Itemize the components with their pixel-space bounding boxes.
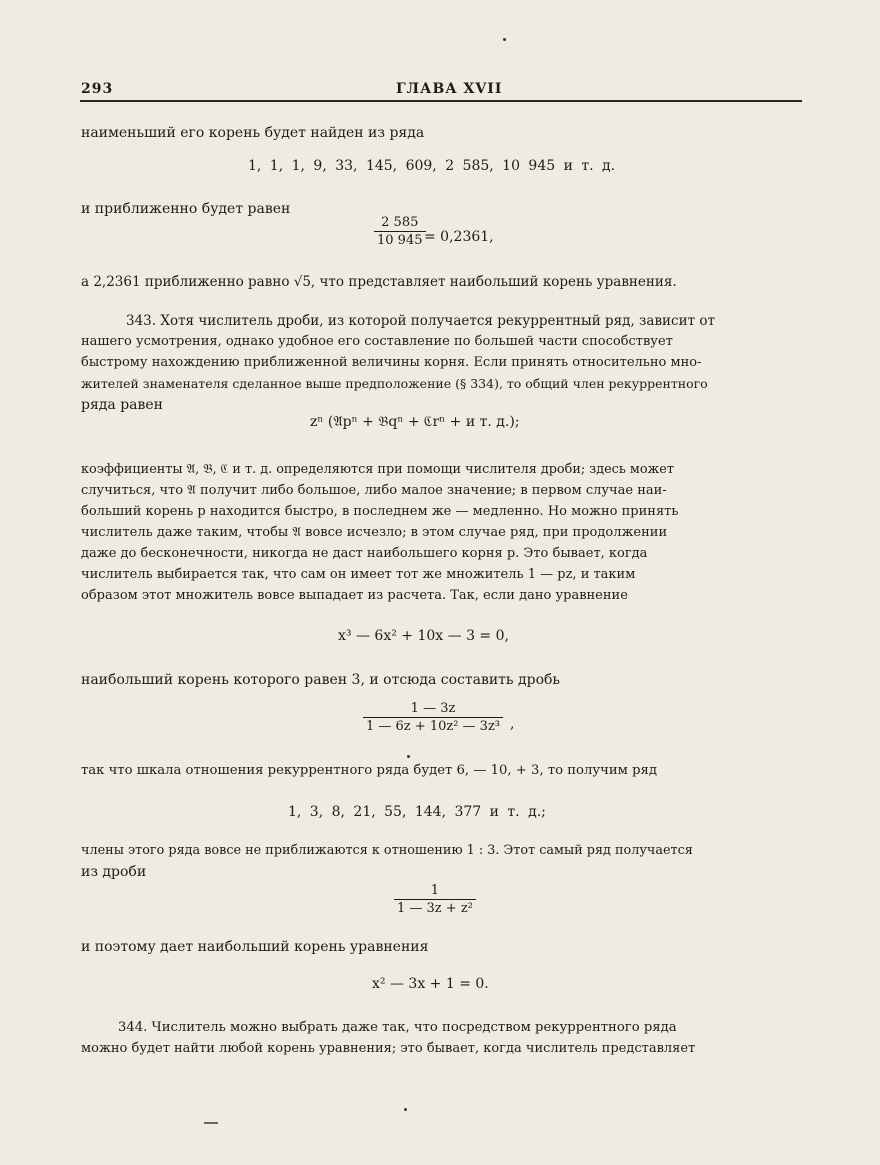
fraction-2-numerator: 1 — 3z — [410, 701, 456, 716]
text-line: числитель выбирается так, что сам он имеет тот же множитель 1 — pz, и таким — [81, 567, 636, 582]
text-line: можно будет найти любой корень уравнения; это бывает, когда числитель представляет — [81, 1041, 696, 1056]
text-line: и приближенно будет равен — [81, 201, 291, 217]
scan-speck — [407, 755, 410, 758]
fraction-2-trailer: , — [510, 716, 515, 732]
text-line: больший корень p находится быстро, в последнем же — медленно. Но можно принять — [81, 504, 679, 519]
text-line: коэффициенты 𝔄, 𝔅, ℭ и т. д. определяются при помощи числителя дроби; здесь может — [81, 462, 674, 477]
fraction-1-denominator: 10 945 — [374, 231, 426, 248]
text-line: ряда равен — [81, 397, 164, 413]
text-line: члены этого ряда вовсе не приближаются к отношению 1 : 3. Этот самый ряд получается — [81, 843, 693, 858]
text-line: нашего усмотрения, однако удобное его составление по большей части способствует — [81, 334, 673, 349]
text-line: так что шкала отношения рекуррентного ряда будет 6, — 10, + 3, то получим ряд — [81, 763, 657, 778]
fraction-3-denominator: 1 — 3z + z² — [394, 899, 476, 916]
fraction-2 — [363, 701, 503, 734]
text-line: образом этот множитель вовсе выпадает из расчета. Так, если дано уравнение — [81, 588, 628, 603]
general-term-formula: zⁿ (𝔄pⁿ + 𝔅qⁿ + ℭrⁿ + и т. д.); — [310, 414, 520, 430]
paragraph-344-start: 344. Числитель можно выбрать даже так, что посредством рекуррентного ряда — [118, 1020, 677, 1035]
page-number: 293 — [81, 81, 114, 97]
paragraph-343-start: 343. Хотя числитель дроби, из которой получается рекуррентный ряд, зависит от — [126, 313, 715, 329]
sequence-line: 1, 1, 1, 9, 33, 145, 609, 2 585, 10 945 и т. д. — [248, 158, 616, 174]
fraction-3-numerator: 1 — [430, 883, 440, 898]
text-line: случиться, что 𝔄 получит либо большое, либо малое значение; в первом случае наи- — [81, 483, 667, 498]
fraction-1 — [374, 215, 426, 248]
text-line: а 2,2361 приближенно равно √5, что представляет наибольший корень уравнения. — [81, 274, 677, 290]
sequence-line: 1, 3, 8, 21, 55, 144, 377 и т. д.; — [288, 804, 546, 820]
fraction-1-numerator: 2 585 — [381, 215, 419, 230]
text-line: наибольший корень которого равен 3, и отсюда составить дробь — [81, 672, 561, 688]
text-line: быстрому нахождению приближенной величины корня. Если принять относительно мно- — [81, 355, 702, 370]
text-line: жителей знаменателя сделанное выше предположение (§ 334), то общий член рекуррентного — [81, 376, 708, 391]
header-rule — [80, 100, 802, 102]
scan-speck — [404, 1108, 407, 1111]
text-line: наименьший его корень будет найден из ряда — [81, 125, 425, 141]
text-line: из дроби — [81, 864, 147, 880]
text-line: и поэтому дает наибольший корень уравнения — [81, 939, 429, 955]
fraction-1-result: = 0,2361, — [424, 229, 494, 245]
fraction-2-denominator: 1 — 6z + 10z² — 3z³ — [363, 717, 503, 734]
scan-speck — [204, 1122, 218, 1124]
text-line: даже до бесконечности, никогда не даст наибольшего корня p. Это бывает, когда — [81, 546, 648, 561]
cubic-equation: x³ — 6x² + 10x — 3 = 0, — [338, 628, 509, 644]
text-line: числитель даже таким, чтобы 𝔄 вовсе исчезло; в этом случае ряд, при продолжении — [81, 525, 668, 540]
scan-speck — [503, 38, 506, 41]
chapter-title: ГЛАВА XVII — [396, 81, 503, 97]
fraction-3 — [394, 883, 476, 916]
quadratic-equation: x² — 3x + 1 = 0. — [372, 976, 489, 992]
